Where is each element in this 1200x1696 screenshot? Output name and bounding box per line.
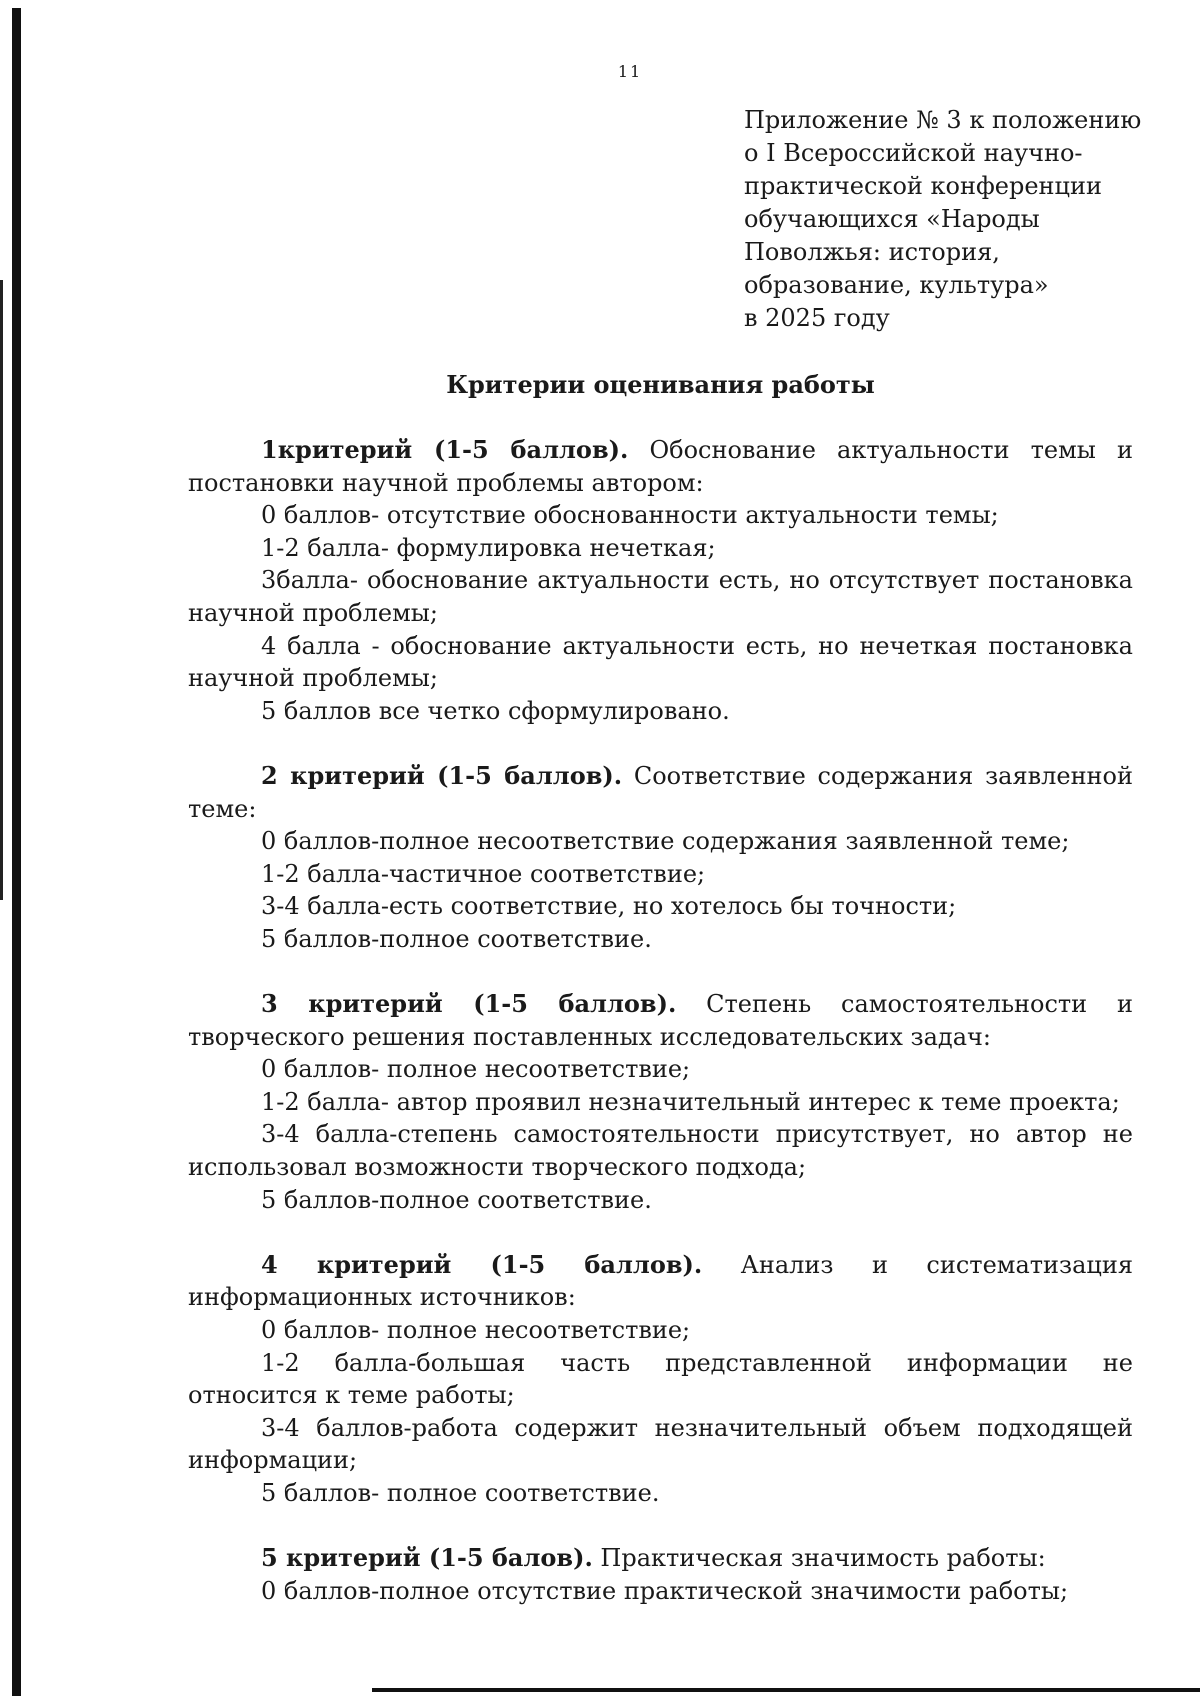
criterion-1 [188, 434, 1133, 727]
criterion-item: 5 баллов-полное соответствие. [261, 1185, 652, 1214]
criteria-list [188, 434, 1133, 1607]
criterion-item: 5 баллов-полное соответствие. [261, 924, 652, 953]
criterion-5 [188, 1542, 1133, 1607]
criterion-description: Обоснование актуальности темы и постановки научной проблемы автором: [188, 436, 1133, 497]
criterion-item: 1-2 балла- формулировка нечеткая; [261, 533, 716, 562]
criterion-heading [188, 760, 1133, 825]
criterion-item: 1-2 балла- автор проявил незначительный интерес к теме проекта; [261, 1087, 1120, 1116]
criterion-item: 1-2 балла-частичное соответствие; [261, 859, 706, 888]
scan-bottom-line [372, 1688, 1200, 1692]
criterion-label: 1критерий (1-5 баллов). [261, 435, 629, 464]
appendix-line: обучающихся «Народы [744, 205, 1040, 233]
criterion-heading [188, 1542, 1133, 1575]
criterion-heading [188, 1249, 1133, 1314]
criterion-label: 2 критерий (1-5 баллов). [261, 760, 623, 790]
scan-left-edge [12, 8, 21, 1696]
criterion-item: 0 баллов- отсутствие обоснованности актуальности темы; [261, 501, 999, 530]
appendix-line: Поволжья: история, [744, 238, 1000, 266]
appendix-line: практической конференции [744, 172, 1102, 200]
criterion-2 [188, 760, 1133, 956]
criterion-item: 3-4 баллов-работа содержит незначительный объем подходящей информации; [188, 1413, 1133, 1475]
appendix-line: Приложение № 3 к положению [744, 106, 1142, 134]
appendix-note [744, 104, 1164, 335]
criterion-item: 1-2 балла-большая часть представленной информации не относится к теме работы; [188, 1348, 1133, 1410]
criterion-description: Степень самостоятельности и творческого решения поставленных исследовательских задач: [188, 990, 1133, 1051]
criterion-item: 3балла- обоснование актуальности есть, но отсутствует постановка научной проблемы; [188, 566, 1133, 627]
criterion-4 [188, 1249, 1133, 1510]
scan-edge-notch [0, 280, 3, 900]
appendix-line: в 2025 году [744, 304, 890, 332]
criterion-item: 0 баллов- полное несоответствие; [261, 1316, 691, 1345]
criterion-heading [188, 434, 1133, 499]
criterion-3 [188, 988, 1133, 1216]
criterion-item: 5 баллов все четко сформулировано. [261, 696, 730, 725]
criterion-label: 3 критерий (1-5 баллов). [261, 989, 677, 1019]
document-title: Критерии оценивания работы [446, 370, 875, 399]
criterion-item: 0 баллов-полное отсутствие практической значимости работы; [261, 1576, 1069, 1605]
appendix-line: образование, культура» [744, 271, 1049, 299]
criterion-description: Практическая значимость работы: [592, 1544, 1046, 1573]
criterion-item: 3-4 балла-степень самостоятельности присутствует, но автор не использовал возможности творческого подхода; [188, 1120, 1133, 1182]
criterion-description: Соответствие содержания заявленной теме: [188, 761, 1133, 823]
criterion-label: 5 критерий (1-5 балов). [261, 1543, 593, 1573]
page-number: 11 [617, 62, 643, 81]
criterion-item: 3-4 балла-есть соответствие, но хотелось бы точности; [261, 892, 957, 921]
criterion-label: 4 критерий (1-5 баллов). [261, 1249, 703, 1279]
criterion-description: Анализ и систематизация информационных источников: [188, 1250, 1133, 1312]
criterion-item: 5 баллов- полное соответствие. [261, 1479, 660, 1507]
criterion-heading [188, 988, 1133, 1053]
criterion-item: 0 баллов- полное несоответствие; [261, 1055, 691, 1084]
criterion-item: 0 баллов-полное несоответствие содержания заявленной теме; [261, 827, 1070, 856]
appendix-line: о I Всероссийской научно- [744, 139, 1083, 167]
criterion-item: 4 балла - обоснование актуальности есть, но нечеткая постановка научной проблемы; [188, 631, 1133, 693]
